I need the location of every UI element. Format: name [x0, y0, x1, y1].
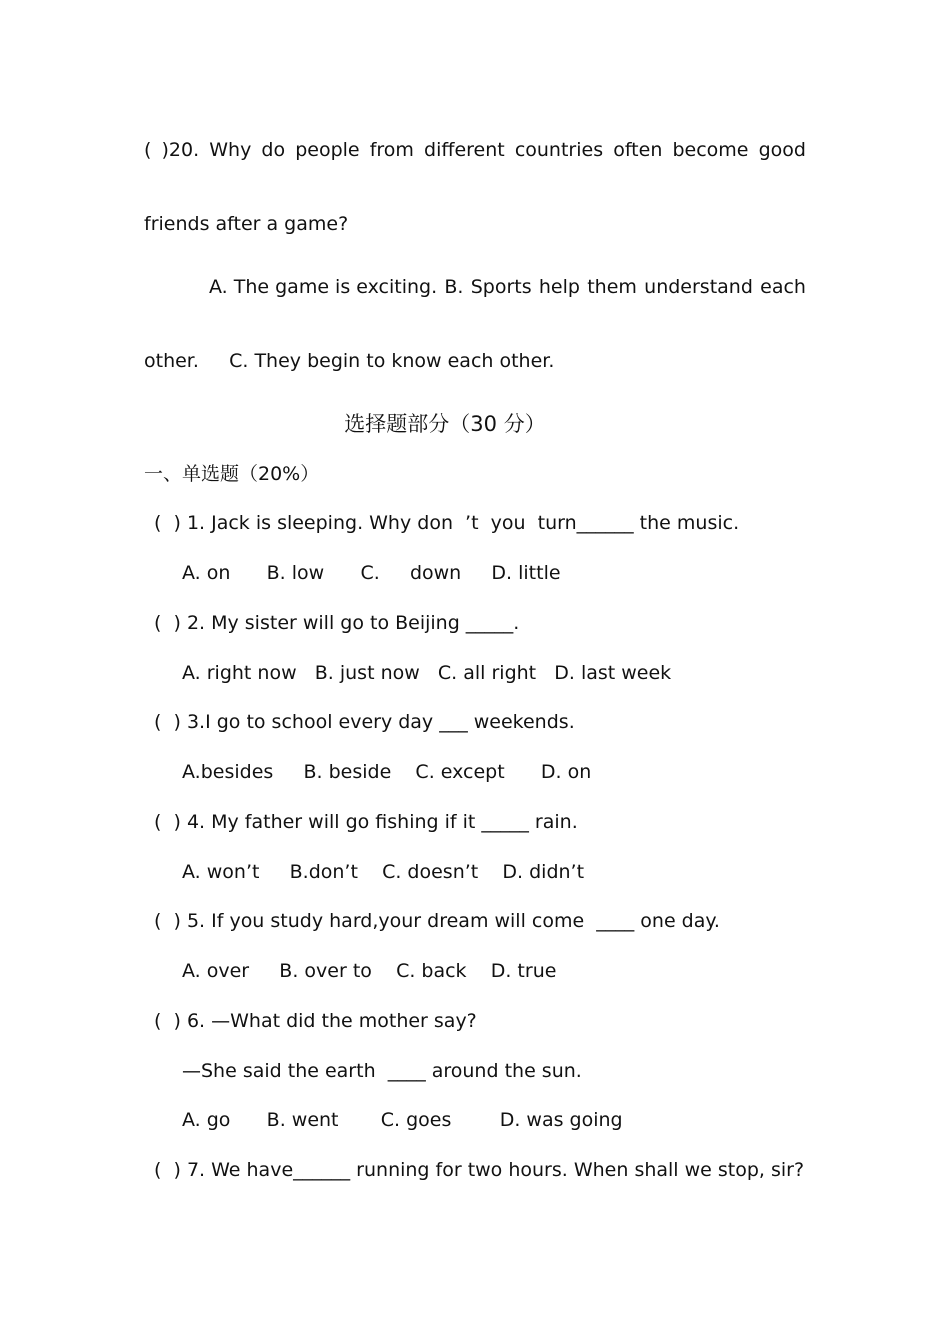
question-5-stem: ( ) 5. If you study hard,your dream will come ____ one day.	[154, 910, 720, 932]
question-4-options: A. won’t B.don’t C. doesn’t D. didn’t	[182, 861, 585, 883]
q20-word: countries	[514, 139, 604, 161]
q20-word: (	[144, 139, 152, 161]
q20-option-word: B.	[444, 276, 464, 298]
q20-word: become	[672, 139, 749, 161]
q20-word: Why	[209, 139, 252, 161]
q20-option-word: each	[760, 276, 806, 298]
q20-word: )20.	[161, 139, 200, 161]
question-1-stem: ( ) 1. Jack is sleeping. Why don ’t you turn______ the music.	[154, 512, 740, 534]
question-3-options: A.besides B. beside C. except D. on	[182, 761, 592, 783]
question-6-sub-line: —She said the earth ____ around the sun.	[182, 1060, 582, 1082]
q20-options-line-1	[209, 275, 806, 299]
question-5-options: A. over B. over to C. back D. true	[182, 960, 557, 982]
q20-word: often	[613, 139, 663, 161]
q20-word: from	[369, 139, 414, 161]
question-2-stem: ( ) 2. My sister will go to Beijing _____.	[154, 612, 520, 634]
section-title: 选择题部分（30 分）	[344, 412, 546, 436]
q20-word: people	[295, 139, 360, 161]
q20-word: different	[424, 139, 505, 161]
question-4-stem: ( ) 4. My father will go fishing if it _____ rain.	[154, 811, 578, 833]
question-7-stem: ( ) 7. We have______ running for two hours. When shall we stop, sir?	[154, 1159, 805, 1181]
q20-options-line-2: other. C. They begin to know each other.	[144, 350, 555, 372]
q20-word: good	[758, 139, 806, 161]
q20-option-word: Sports	[470, 276, 532, 298]
question-3-stem: ( ) 3.I go to school every day ___ weekends.	[154, 711, 575, 733]
question-2-options: A. right now B. just now C. all right D. last week	[182, 662, 672, 684]
q20-option-word: them	[587, 276, 637, 298]
q20-option-word: A. The game is exciting.	[209, 276, 438, 298]
q20-option-word: help	[538, 276, 580, 298]
question-6-options: A. go B. went C. goes D. was going	[182, 1109, 623, 1131]
q20-option-word: understand	[644, 276, 753, 298]
q20-word: do	[261, 139, 286, 161]
q20-stem-line-1	[144, 138, 806, 162]
question-6-stem: ( ) 6. —What did the mother say?	[154, 1010, 477, 1032]
part-one-heading: 一、单选题（20%）	[144, 463, 320, 485]
q20-stem-line-2: friends after a game?	[144, 213, 349, 235]
question-1-options: A. on B. low C. down D. little	[182, 562, 561, 584]
